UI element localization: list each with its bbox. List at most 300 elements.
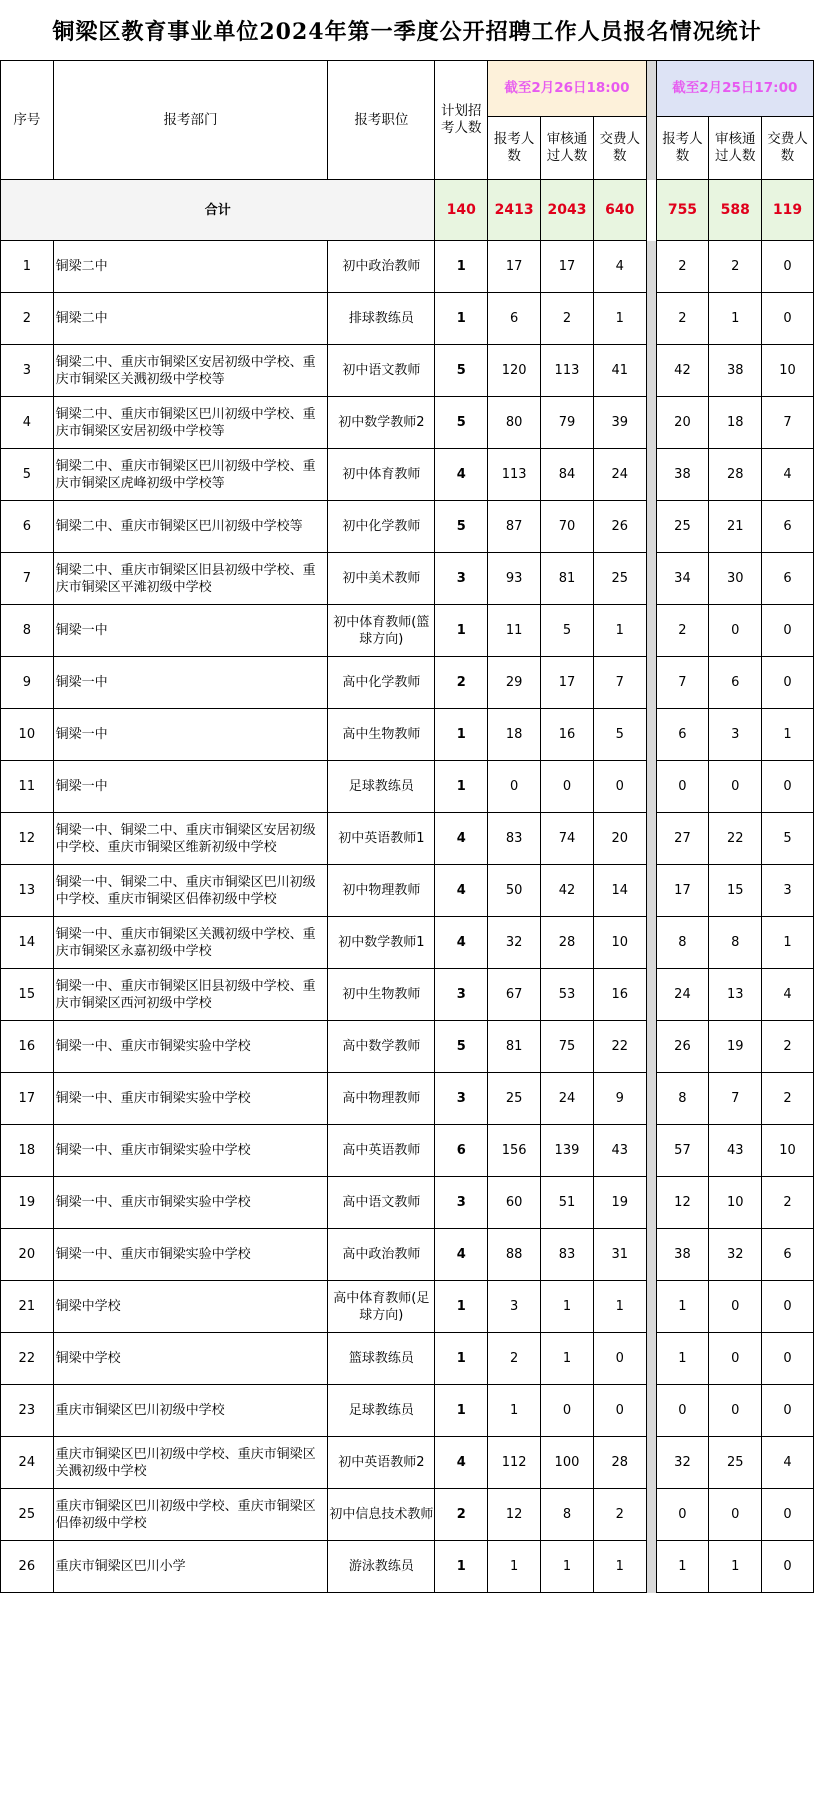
row-p1-applied: 1	[488, 1541, 541, 1593]
row-position: 初中美术教师	[328, 553, 435, 605]
row-p1-applied: 60	[488, 1177, 541, 1229]
row-p2-approved: 1	[709, 1541, 762, 1593]
table-row	[1, 761, 814, 813]
row-plan: 1	[435, 293, 488, 345]
row-position: 初中信息技术教师	[328, 1489, 435, 1541]
row-plan: 5	[435, 397, 488, 449]
table-row	[1, 241, 814, 293]
table-row	[1, 1177, 814, 1229]
row-p2-paid: 0	[762, 605, 814, 657]
row-position: 高中化学教师	[328, 657, 435, 709]
row-p1-paid: 0	[593, 1333, 646, 1385]
row-seq: 8	[1, 605, 54, 657]
statistics-table	[0, 60, 814, 1593]
header-seq: 序号	[1, 61, 54, 180]
row-p2-approved: 43	[709, 1125, 762, 1177]
table-row	[1, 1541, 814, 1593]
total-label: 合计	[1, 180, 435, 241]
total-p1-approved: 2043	[541, 180, 594, 241]
row-p2-paid: 2	[762, 1073, 814, 1125]
table-row	[1, 969, 814, 1021]
row-p2-paid: 0	[762, 657, 814, 709]
row-position: 高中数学教师	[328, 1021, 435, 1073]
row-p2-paid: 0	[762, 241, 814, 293]
row-p2-paid: 1	[762, 709, 814, 761]
row-dept: 重庆市铜梁区巴川初级中学校、重庆市铜梁区侣俸初级中学校	[53, 1489, 328, 1541]
header-period-1: 截至2月26日18:00	[488, 61, 646, 117]
row-p1-applied: 25	[488, 1073, 541, 1125]
column-gap	[646, 813, 656, 865]
row-p1-paid: 1	[593, 293, 646, 345]
row-dept: 铜梁二中、重庆市铜梁区巴川初级中学校等	[53, 501, 328, 553]
row-dept: 铜梁二中、重庆市铜梁区旧县初级中学校、重庆市铜梁区平滩初级中学校	[53, 553, 328, 605]
row-dept: 铜梁一中、重庆市铜梁实验中学校	[53, 1021, 328, 1073]
row-p1-approved: 42	[541, 865, 594, 917]
column-gap	[646, 553, 656, 605]
table-row	[1, 865, 814, 917]
row-dept: 铜梁二中、重庆市铜梁区安居初级中学校、重庆市铜梁区关溅初级中学校等	[53, 345, 328, 397]
row-dept: 铜梁一中、铜梁二中、重庆市铜梁区安居初级中学校、重庆市铜梁区维新初级中学校	[53, 813, 328, 865]
row-p1-paid: 1	[593, 1281, 646, 1333]
row-p1-paid: 22	[593, 1021, 646, 1073]
row-p1-applied: 87	[488, 501, 541, 553]
row-p2-applied: 2	[656, 293, 709, 345]
row-p1-paid: 2	[593, 1489, 646, 1541]
row-p2-approved: 0	[709, 1385, 762, 1437]
row-p2-applied: 20	[656, 397, 709, 449]
row-p2-paid: 0	[762, 1385, 814, 1437]
column-gap	[646, 1489, 656, 1541]
column-gap	[646, 449, 656, 501]
row-seq: 25	[1, 1489, 54, 1541]
row-seq: 5	[1, 449, 54, 501]
table-row	[1, 1385, 814, 1437]
row-seq: 14	[1, 917, 54, 969]
table-row	[1, 709, 814, 761]
row-p1-applied: 6	[488, 293, 541, 345]
row-plan: 3	[435, 969, 488, 1021]
row-plan: 4	[435, 917, 488, 969]
row-p1-applied: 120	[488, 345, 541, 397]
row-dept: 铜梁二中	[53, 293, 328, 345]
row-dept: 铜梁一中、重庆市铜梁实验中学校	[53, 1073, 328, 1125]
row-p2-paid: 0	[762, 1333, 814, 1385]
total-row	[1, 180, 814, 241]
row-dept: 铜梁一中	[53, 761, 328, 813]
row-position: 初中生物教师	[328, 969, 435, 1021]
column-gap	[646, 657, 656, 709]
column-gap	[646, 180, 656, 241]
row-dept: 重庆市铜梁区巴川初级中学校、重庆市铜梁区关溅初级中学校	[53, 1437, 328, 1489]
row-seq: 12	[1, 813, 54, 865]
row-dept: 铜梁一中	[53, 657, 328, 709]
row-plan: 4	[435, 1437, 488, 1489]
row-seq: 11	[1, 761, 54, 813]
row-p2-applied: 26	[656, 1021, 709, 1073]
row-p2-approved: 21	[709, 501, 762, 553]
column-gap	[646, 605, 656, 657]
row-plan: 3	[435, 1177, 488, 1229]
row-seq: 10	[1, 709, 54, 761]
row-p2-approved: 3	[709, 709, 762, 761]
table-row	[1, 449, 814, 501]
row-seq: 2	[1, 293, 54, 345]
row-p2-applied: 38	[656, 1229, 709, 1281]
row-p1-approved: 70	[541, 501, 594, 553]
row-p1-applied: 17	[488, 241, 541, 293]
row-p1-applied: 50	[488, 865, 541, 917]
row-dept: 铜梁一中	[53, 709, 328, 761]
row-plan: 2	[435, 657, 488, 709]
table-row	[1, 293, 814, 345]
row-plan: 5	[435, 345, 488, 397]
row-p1-applied: 2	[488, 1333, 541, 1385]
column-gap	[646, 345, 656, 397]
row-p2-approved: 22	[709, 813, 762, 865]
row-p2-applied: 8	[656, 917, 709, 969]
row-p1-applied: 0	[488, 761, 541, 813]
total-p2-paid: 119	[762, 180, 814, 241]
row-dept: 铜梁二中	[53, 241, 328, 293]
row-dept: 铜梁一中、重庆市铜梁区旧县初级中学校、重庆市铜梁区西河初级中学校	[53, 969, 328, 1021]
row-p1-approved: 24	[541, 1073, 594, 1125]
row-position: 高中语文教师	[328, 1177, 435, 1229]
row-position: 初中英语教师1	[328, 813, 435, 865]
table-row	[1, 1229, 814, 1281]
row-dept: 铜梁中学校	[53, 1281, 328, 1333]
row-position: 初中英语教师2	[328, 1437, 435, 1489]
row-p2-applied: 38	[656, 449, 709, 501]
row-position: 高中物理教师	[328, 1073, 435, 1125]
column-gap	[646, 293, 656, 345]
row-p1-approved: 5	[541, 605, 594, 657]
header-period-2: 截至2月25日17:00	[656, 61, 813, 117]
row-dept: 铜梁一中、铜梁二中、重庆市铜梁区巴川初级中学校、重庆市铜梁区侣俸初级中学校	[53, 865, 328, 917]
row-p1-approved: 28	[541, 917, 594, 969]
header-plan: 计划招考人数	[435, 61, 488, 180]
row-p2-applied: 0	[656, 761, 709, 813]
row-p2-approved: 0	[709, 761, 762, 813]
row-p2-applied: 24	[656, 969, 709, 1021]
row-p2-approved: 32	[709, 1229, 762, 1281]
row-position: 足球教练员	[328, 761, 435, 813]
row-p2-approved: 10	[709, 1177, 762, 1229]
header-p1-approved: 审核通过人数	[541, 117, 594, 180]
row-p2-approved: 28	[709, 449, 762, 501]
row-p1-paid: 9	[593, 1073, 646, 1125]
row-seq: 7	[1, 553, 54, 605]
row-position: 高中体育教师(足球方向)	[328, 1281, 435, 1333]
row-seq: 26	[1, 1541, 54, 1593]
column-gap	[646, 865, 656, 917]
row-p2-applied: 2	[656, 605, 709, 657]
row-p1-approved: 83	[541, 1229, 594, 1281]
row-p1-approved: 16	[541, 709, 594, 761]
row-plan: 4	[435, 865, 488, 917]
table-row	[1, 1073, 814, 1125]
header-p1-applied: 报考人数	[488, 117, 541, 180]
row-p2-paid: 4	[762, 1437, 814, 1489]
column-gap	[646, 709, 656, 761]
row-p1-approved: 2	[541, 293, 594, 345]
row-plan: 1	[435, 605, 488, 657]
row-p2-paid: 6	[762, 1229, 814, 1281]
row-p1-applied: 11	[488, 605, 541, 657]
row-p1-applied: 156	[488, 1125, 541, 1177]
row-seq: 24	[1, 1437, 54, 1489]
row-plan: 5	[435, 1021, 488, 1073]
row-p2-approved: 25	[709, 1437, 762, 1489]
row-seq: 19	[1, 1177, 54, 1229]
header-p2-approved: 审核通过人数	[709, 117, 762, 180]
column-gap	[646, 397, 656, 449]
row-position: 足球教练员	[328, 1385, 435, 1437]
row-position: 高中英语教师	[328, 1125, 435, 1177]
column-gap	[646, 61, 656, 180]
row-p1-paid: 28	[593, 1437, 646, 1489]
row-p1-applied: 67	[488, 969, 541, 1021]
total-p1-paid: 640	[593, 180, 646, 241]
row-p1-paid: 19	[593, 1177, 646, 1229]
row-p2-paid: 6	[762, 553, 814, 605]
row-p1-paid: 1	[593, 605, 646, 657]
row-p2-applied: 1	[656, 1541, 709, 1593]
row-p2-applied: 17	[656, 865, 709, 917]
row-p2-approved: 15	[709, 865, 762, 917]
row-p1-paid: 31	[593, 1229, 646, 1281]
row-p2-approved: 0	[709, 1281, 762, 1333]
row-p1-applied: 80	[488, 397, 541, 449]
row-position: 初中体育教师	[328, 449, 435, 501]
row-p2-paid: 0	[762, 1489, 814, 1541]
row-p1-paid: 5	[593, 709, 646, 761]
row-seq: 17	[1, 1073, 54, 1125]
row-seq: 4	[1, 397, 54, 449]
table-row	[1, 1021, 814, 1073]
row-position: 初中物理教师	[328, 865, 435, 917]
row-p2-approved: 18	[709, 397, 762, 449]
row-dept: 铜梁一中	[53, 605, 328, 657]
row-position: 篮球教练员	[328, 1333, 435, 1385]
row-p2-paid: 0	[762, 1541, 814, 1593]
row-position: 初中数学教师2	[328, 397, 435, 449]
column-gap	[646, 1333, 656, 1385]
row-p1-applied: 88	[488, 1229, 541, 1281]
row-p1-approved: 17	[541, 657, 594, 709]
row-p2-approved: 0	[709, 1489, 762, 1541]
row-p1-approved: 74	[541, 813, 594, 865]
row-position: 排球教练员	[328, 293, 435, 345]
row-p1-approved: 79	[541, 397, 594, 449]
row-p1-paid: 1	[593, 1541, 646, 1593]
row-p1-approved: 1	[541, 1281, 594, 1333]
table-row	[1, 813, 814, 865]
column-gap	[646, 1385, 656, 1437]
row-p1-paid: 20	[593, 813, 646, 865]
row-seq: 20	[1, 1229, 54, 1281]
row-seq: 18	[1, 1125, 54, 1177]
row-p2-paid: 7	[762, 397, 814, 449]
row-seq: 23	[1, 1385, 54, 1437]
row-p1-applied: 83	[488, 813, 541, 865]
total-plan: 140	[435, 180, 488, 241]
row-seq: 9	[1, 657, 54, 709]
table-row	[1, 1281, 814, 1333]
row-p1-applied: 1	[488, 1385, 541, 1437]
row-p2-applied: 57	[656, 1125, 709, 1177]
row-p2-applied: 0	[656, 1489, 709, 1541]
row-p1-applied: 3	[488, 1281, 541, 1333]
table-row	[1, 657, 814, 709]
row-p2-paid: 0	[762, 1281, 814, 1333]
row-seq: 16	[1, 1021, 54, 1073]
row-p2-paid: 6	[762, 501, 814, 553]
row-p2-paid: 1	[762, 917, 814, 969]
row-plan: 5	[435, 501, 488, 553]
row-seq: 15	[1, 969, 54, 1021]
row-plan: 3	[435, 1073, 488, 1125]
row-p2-paid: 0	[762, 761, 814, 813]
row-seq: 22	[1, 1333, 54, 1385]
row-p1-applied: 113	[488, 449, 541, 501]
row-dept: 铜梁一中、重庆市铜梁实验中学校	[53, 1229, 328, 1281]
row-p1-paid: 26	[593, 501, 646, 553]
row-p1-paid: 4	[593, 241, 646, 293]
row-plan: 4	[435, 449, 488, 501]
row-plan: 1	[435, 1281, 488, 1333]
row-p1-approved: 1	[541, 1541, 594, 1593]
row-p2-paid: 3	[762, 865, 814, 917]
row-position: 初中数学教师1	[328, 917, 435, 969]
row-dept: 铜梁中学校	[53, 1333, 328, 1385]
row-dept: 铜梁二中、重庆市铜梁区巴川初级中学校、重庆市铜梁区安居初级中学校等	[53, 397, 328, 449]
row-p2-approved: 19	[709, 1021, 762, 1073]
column-gap	[646, 1541, 656, 1593]
column-gap	[646, 761, 656, 813]
row-position: 高中政治教师	[328, 1229, 435, 1281]
row-plan: 1	[435, 241, 488, 293]
row-position: 高中生物教师	[328, 709, 435, 761]
table-row	[1, 553, 814, 605]
row-p2-approved: 1	[709, 293, 762, 345]
table-row	[1, 1333, 814, 1385]
row-p1-paid: 10	[593, 917, 646, 969]
table-row	[1, 1125, 814, 1177]
row-p2-applied: 25	[656, 501, 709, 553]
row-p2-applied: 1	[656, 1333, 709, 1385]
row-p1-approved: 0	[541, 1385, 594, 1437]
row-p1-approved: 51	[541, 1177, 594, 1229]
row-plan: 1	[435, 1333, 488, 1385]
row-plan: 4	[435, 1229, 488, 1281]
row-p1-approved: 81	[541, 553, 594, 605]
row-p1-applied: 112	[488, 1437, 541, 1489]
total-p1-applied: 2413	[488, 180, 541, 241]
row-p2-approved: 0	[709, 1333, 762, 1385]
row-plan: 6	[435, 1125, 488, 1177]
row-p1-paid: 7	[593, 657, 646, 709]
row-p2-approved: 6	[709, 657, 762, 709]
row-dept: 铜梁一中、重庆市铜梁区关溅初级中学校、重庆市铜梁区永嘉初级中学校	[53, 917, 328, 969]
row-position: 初中体育教师(篮球方向)	[328, 605, 435, 657]
row-plan: 4	[435, 813, 488, 865]
header-position: 报考职位	[328, 61, 435, 180]
row-p2-approved: 2	[709, 241, 762, 293]
column-gap	[646, 1073, 656, 1125]
row-p2-applied: 1	[656, 1281, 709, 1333]
total-p2-applied: 755	[656, 180, 709, 241]
table-row	[1, 345, 814, 397]
row-p2-approved: 7	[709, 1073, 762, 1125]
table-row	[1, 397, 814, 449]
row-p1-applied: 29	[488, 657, 541, 709]
row-plan: 1	[435, 1541, 488, 1593]
row-p1-applied: 32	[488, 917, 541, 969]
row-p1-approved: 100	[541, 1437, 594, 1489]
row-seq: 6	[1, 501, 54, 553]
row-p2-applied: 27	[656, 813, 709, 865]
row-p2-paid: 2	[762, 1177, 814, 1229]
column-gap	[646, 917, 656, 969]
row-p2-applied: 34	[656, 553, 709, 605]
row-p2-approved: 30	[709, 553, 762, 605]
column-gap	[646, 969, 656, 1021]
row-p2-applied: 2	[656, 241, 709, 293]
column-gap	[646, 1021, 656, 1073]
row-p1-approved: 84	[541, 449, 594, 501]
header-p2-paid: 交费人数	[762, 117, 814, 180]
row-p2-applied: 42	[656, 345, 709, 397]
row-p1-approved: 1	[541, 1333, 594, 1385]
total-p2-approved: 588	[709, 180, 762, 241]
row-p1-paid: 43	[593, 1125, 646, 1177]
row-dept: 重庆市铜梁区巴川初级中学校	[53, 1385, 328, 1437]
row-p2-applied: 7	[656, 657, 709, 709]
header-dept: 报考部门	[53, 61, 328, 180]
row-p1-paid: 24	[593, 449, 646, 501]
row-p2-approved: 8	[709, 917, 762, 969]
row-position: 初中政治教师	[328, 241, 435, 293]
row-position: 初中化学教师	[328, 501, 435, 553]
column-gap	[646, 501, 656, 553]
table-row	[1, 1437, 814, 1489]
row-p1-applied: 93	[488, 553, 541, 605]
table-row	[1, 1489, 814, 1541]
column-gap	[646, 1229, 656, 1281]
header-p1-paid: 交费人数	[593, 117, 646, 180]
row-plan: 3	[435, 553, 488, 605]
row-p1-approved: 139	[541, 1125, 594, 1177]
row-p1-paid: 41	[593, 345, 646, 397]
row-p2-paid: 10	[762, 1125, 814, 1177]
row-p2-paid: 5	[762, 813, 814, 865]
row-p2-applied: 32	[656, 1437, 709, 1489]
row-p2-applied: 0	[656, 1385, 709, 1437]
row-p1-approved: 0	[541, 761, 594, 813]
page-title: 铜梁区教育事业单位2024年第一季度公开招聘工作人员报名情况统计	[0, 0, 814, 61]
row-plan: 1	[435, 709, 488, 761]
column-gap	[646, 241, 656, 293]
row-p1-approved: 53	[541, 969, 594, 1021]
row-p1-applied: 81	[488, 1021, 541, 1073]
row-p1-paid: 39	[593, 397, 646, 449]
row-p2-approved: 13	[709, 969, 762, 1021]
row-p1-paid: 25	[593, 553, 646, 605]
row-p2-approved: 0	[709, 605, 762, 657]
row-position: 初中语文教师	[328, 345, 435, 397]
row-seq: 3	[1, 345, 54, 397]
header-p2-applied: 报考人数	[656, 117, 709, 180]
